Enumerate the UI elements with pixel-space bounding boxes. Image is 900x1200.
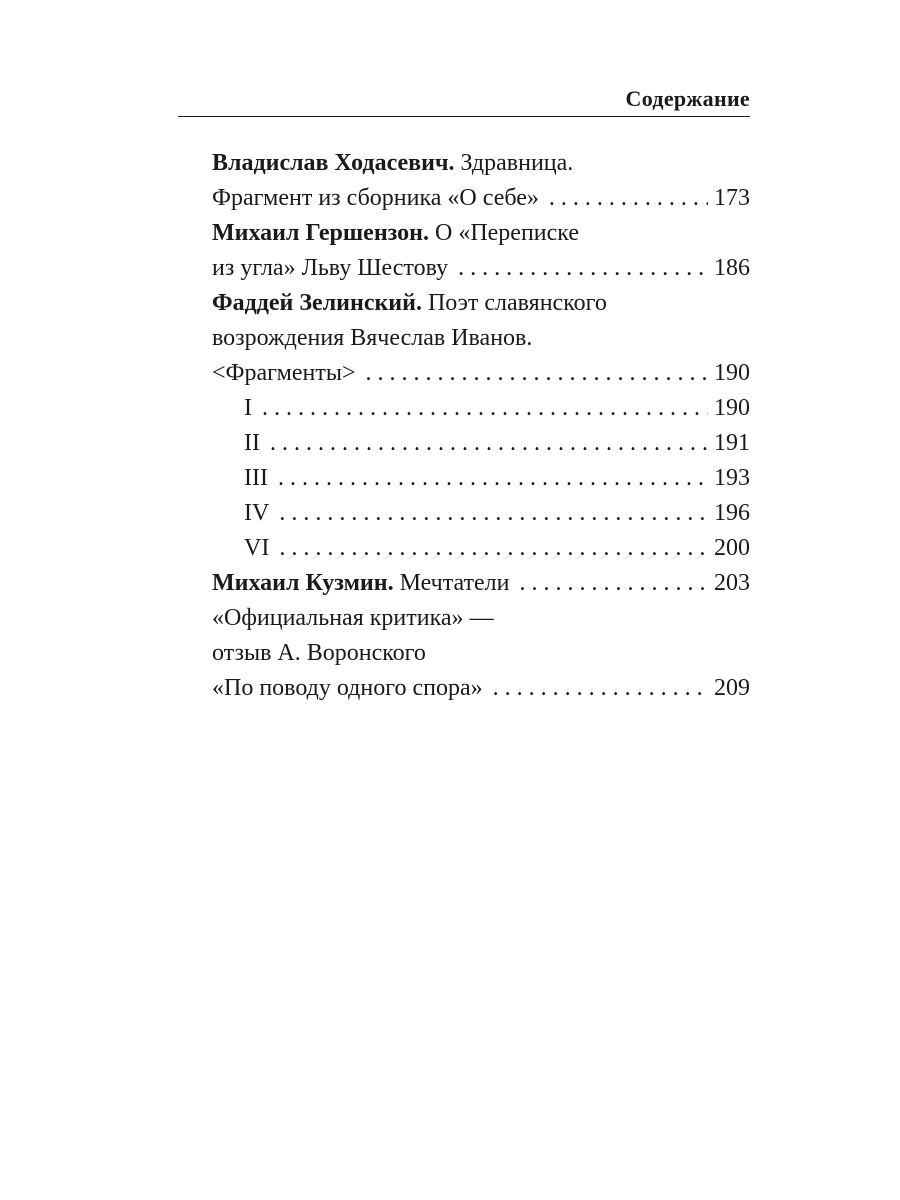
toc-subentry-line — [212, 531, 750, 566]
dot-leader — [366, 356, 708, 391]
toc-page-number: 203 — [714, 570, 750, 596]
toc-entry-line — [212, 251, 750, 286]
toc-entry-line — [212, 671, 750, 706]
toc-entry-line — [212, 601, 750, 636]
dot-leader — [520, 566, 709, 601]
toc-entry-line — [212, 356, 750, 391]
toc-subentry-label: II — [244, 430, 260, 456]
toc-title: Мечтатели — [393, 570, 510, 596]
toc-subentry-line — [212, 426, 750, 461]
toc-page-number: 200 — [714, 535, 750, 561]
toc-subentry-line — [212, 496, 750, 531]
toc-author: Фаддей Зелинский. — [212, 290, 422, 316]
toc-page-number: 209 — [714, 675, 750, 701]
toc-title: Здравница. — [454, 150, 574, 176]
toc-page-number: 193 — [714, 465, 750, 491]
toc-author: Михаил Кузмин. — [212, 570, 394, 596]
toc-entry-line — [212, 181, 750, 216]
toc-page-number: 196 — [714, 500, 750, 526]
toc-title: Поэт славянского — [421, 290, 607, 316]
toc-title: из угла» Льву Шестову — [212, 255, 449, 281]
toc-entry-line — [212, 216, 750, 251]
toc-entry-line — [212, 286, 750, 321]
toc-page-number: 190 — [714, 395, 750, 421]
toc-subentry-label: I — [244, 395, 252, 421]
running-head-title: Содержание — [625, 86, 750, 111]
toc-title: отзыв А. Воронского — [212, 640, 426, 666]
toc-page-number: 190 — [714, 360, 750, 386]
toc-title: О «Переписке — [428, 220, 580, 246]
toc-subentry-label: III — [244, 465, 268, 491]
toc-subentry-label: IV — [244, 500, 270, 526]
toc-title: «По поводу одного спора» — [212, 675, 483, 701]
toc-page-number: 191 — [714, 430, 750, 456]
toc-entry-line — [212, 566, 750, 601]
dot-leader — [278, 461, 708, 496]
toc-subentry-line — [212, 391, 750, 426]
toc-author: Владислав Ходасевич. — [212, 150, 455, 176]
toc-author: Михаил Гершензон. — [212, 220, 429, 246]
toc-title: <Фрагменты> — [212, 360, 356, 386]
toc-subentry-label: VI — [244, 535, 270, 561]
toc-subentry-line — [212, 461, 750, 496]
dot-leader — [279, 496, 708, 531]
toc-title: Фрагмент из сборника «О себе» — [212, 185, 539, 211]
toc-page-number: 173 — [714, 185, 750, 211]
dot-leader — [493, 671, 708, 706]
toc-title: «Официальная критика» — — [212, 605, 494, 631]
dot-leader — [549, 181, 708, 216]
toc-entry-line — [212, 636, 750, 671]
running-head — [178, 84, 750, 117]
table-of-contents — [212, 146, 750, 706]
dot-leader — [458, 251, 708, 286]
dot-leader — [262, 391, 708, 426]
toc-title: возрождения Вячеслав Иванов. — [212, 325, 533, 351]
toc-entry-line — [212, 146, 750, 181]
dot-leader — [279, 531, 708, 566]
dot-leader — [270, 426, 708, 461]
toc-entry-line — [212, 321, 750, 356]
toc-page-number: 186 — [714, 255, 750, 281]
